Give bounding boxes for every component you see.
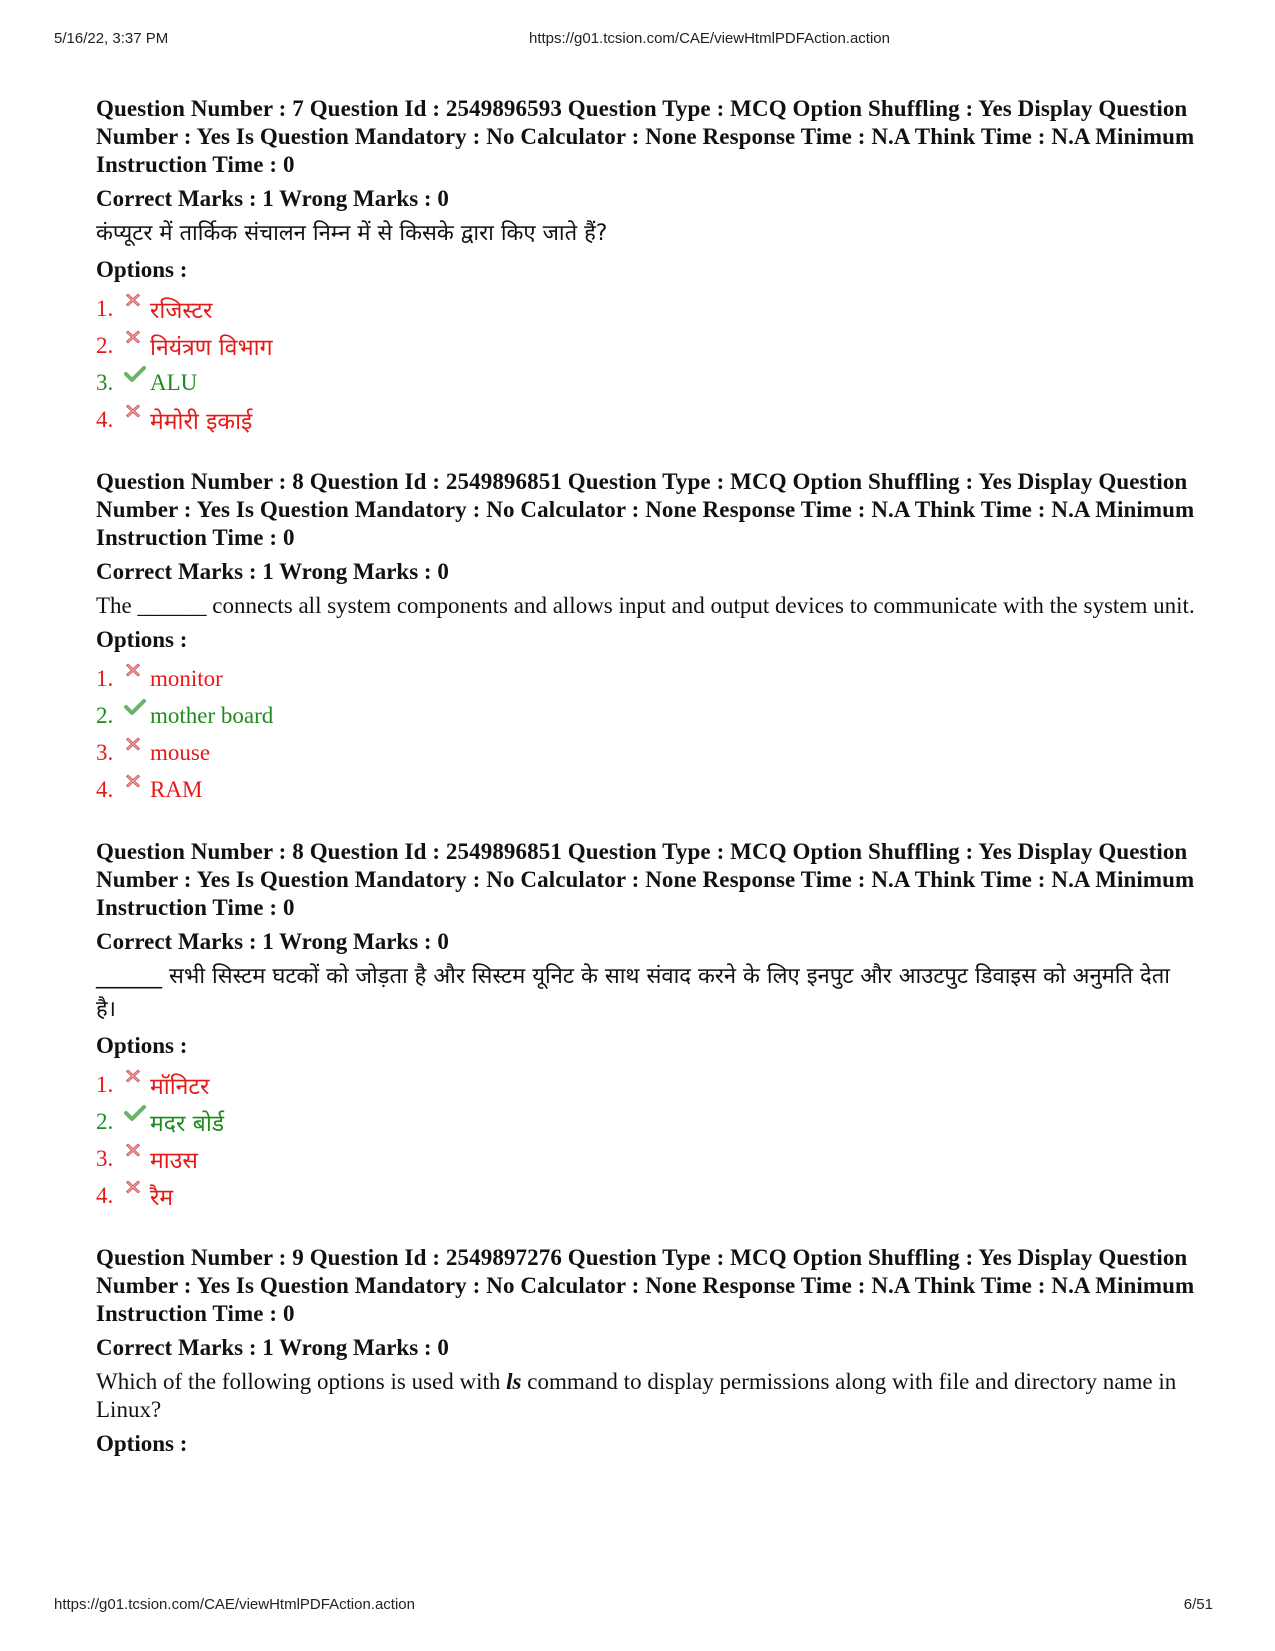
command-name: ls <box>506 1369 522 1394</box>
option-item <box>96 1177 1196 1214</box>
option-item <box>96 660 1196 697</box>
print-header-url: https://g01.tcsion.com/CAE/viewHtmlPDFAction.action <box>529 30 890 47</box>
option-number: 1. <box>96 1071 114 1097</box>
option-text: मॉनिटर <box>150 1073 210 1100</box>
page-number: 6/51 <box>1183 1596 1213 1613</box>
cross-icon <box>124 328 148 352</box>
question-text <box>96 1368 1196 1424</box>
question-marks: Correct Marks : 1 Wrong Marks : 0 <box>96 1335 449 1360</box>
cross-icon <box>124 772 148 796</box>
option-text: RAM <box>150 776 203 802</box>
check-icon <box>124 1104 148 1128</box>
option-text: मेमोरी इकाई <box>150 408 253 435</box>
option-item <box>96 290 1196 327</box>
question-block <box>96 1244 1196 1458</box>
question-block <box>96 838 1196 1214</box>
option-number: 3. <box>96 369 114 395</box>
question-meta: Question Number : 8 Question Id : 2549896851 Question Type : MCQ Option Shuffling : Yes Display Question Number : Yes Is Question Mandatory : No Calculator : None Response Time : N.A Think Time : N.A Minimum Instruction Time : 0 <box>96 469 1195 550</box>
question-meta: Question Number : 9 Question Id : 2549897276 Question Type : MCQ Option Shuffling : Yes Display Question Number : Yes Is Question Mandatory : No Calculator : None Response Time : N.A Think Time : N.A Minimum Instruction Time : 0 <box>96 1245 1195 1326</box>
option-item <box>96 401 1196 438</box>
question-marks: Correct Marks : 1 Wrong Marks : 0 <box>96 929 449 954</box>
question-marks: Correct Marks : 1 Wrong Marks : 0 <box>96 559 449 584</box>
check-icon <box>124 698 148 722</box>
options-label: Options : <box>96 257 188 282</box>
question-text: The ______ connects all system components and allows input and output devices to communicate with the system unit. <box>96 593 1195 618</box>
option-text: मदर बोर्ड <box>150 1110 225 1137</box>
question-text-before: Which of the following options is used with <box>96 1369 507 1394</box>
cross-icon <box>124 1067 148 1091</box>
cross-icon <box>124 735 148 759</box>
cross-icon <box>124 1141 148 1165</box>
option-item <box>96 1140 1196 1177</box>
question-text: ______ सभी सिस्टम घटकों को जोड़ता है और सिस्टम यूनिट के साथ संवाद करने के लिए इनपुट और आउटपुट डिवाइस को अनुमति देता है। <box>96 964 1170 1022</box>
question-block <box>96 95 1196 438</box>
cross-icon <box>124 661 148 685</box>
options-label: Options : <box>96 1431 188 1456</box>
question-meta: Question Number : 7 Question Id : 2549896593 Question Type : MCQ Option Shuffling : Yes Display Question Number : Yes Is Question Mandatory : No Calculator : None Response Time : N.A Think Time : N.A Minimum Instruction Time : 0 <box>96 96 1195 177</box>
options-list <box>96 1066 1196 1214</box>
option-item <box>96 327 1196 364</box>
question-marks: Correct Marks : 1 Wrong Marks : 0 <box>96 186 449 211</box>
option-item <box>96 1103 1196 1140</box>
option-text: माउस <box>150 1147 198 1174</box>
option-number: 3. <box>96 1145 114 1171</box>
option-item <box>96 697 1196 734</box>
check-icon <box>124 365 148 389</box>
cross-icon <box>124 402 148 426</box>
question-text-after: command to display permissions along with file and directory name in Linux? <box>96 1369 1177 1422</box>
option-number: 2. <box>96 1108 114 1134</box>
question-meta: Question Number : 8 Question Id : 2549896851 Question Type : MCQ Option Shuffling : Yes Display Question Number : Yes Is Question Mandatory : No Calculator : None Response Time : N.A Think Time : N.A Minimum Instruction Time : 0 <box>96 839 1195 920</box>
option-number: 3. <box>96 739 114 765</box>
option-number: 1. <box>96 295 114 321</box>
options-list <box>96 290 1196 438</box>
option-number: 2. <box>96 332 114 358</box>
option-text: mother board <box>150 702 274 728</box>
question-paper <box>96 95 1196 1488</box>
options-label: Options : <box>96 1033 188 1058</box>
option-item <box>96 734 1196 771</box>
print-datetime: 5/16/22, 3:37 PM <box>54 30 169 47</box>
print-header <box>54 30 1221 50</box>
option-text: रैम <box>150 1184 174 1211</box>
print-footer-url: https://g01.tcsion.com/CAE/viewHtmlPDFAction.action <box>54 1596 415 1613</box>
option-item <box>96 364 1196 401</box>
options-list <box>96 660 1196 808</box>
cross-icon <box>124 1178 148 1202</box>
option-item <box>96 771 1196 808</box>
cross-icon <box>124 291 148 315</box>
question-text: कंप्यूटर में तार्किक संचालन निम्न में से किसके द्वारा किए जाते हैं? <box>96 221 608 246</box>
option-number: 4. <box>96 406 114 432</box>
option-text: monitor <box>150 665 223 691</box>
option-item <box>96 1066 1196 1103</box>
question-block <box>96 468 1196 808</box>
options-label: Options : <box>96 627 188 652</box>
print-footer <box>54 1596 1221 1616</box>
option-text: ALU <box>150 369 198 395</box>
option-number: 4. <box>96 776 114 802</box>
option-text: mouse <box>150 739 211 765</box>
option-text: रजिस्टर <box>150 297 213 324</box>
option-number: 4. <box>96 1182 114 1208</box>
option-number: 1. <box>96 665 114 691</box>
option-number: 2. <box>96 702 114 728</box>
option-text: नियंत्रण विभाग <box>150 334 273 361</box>
